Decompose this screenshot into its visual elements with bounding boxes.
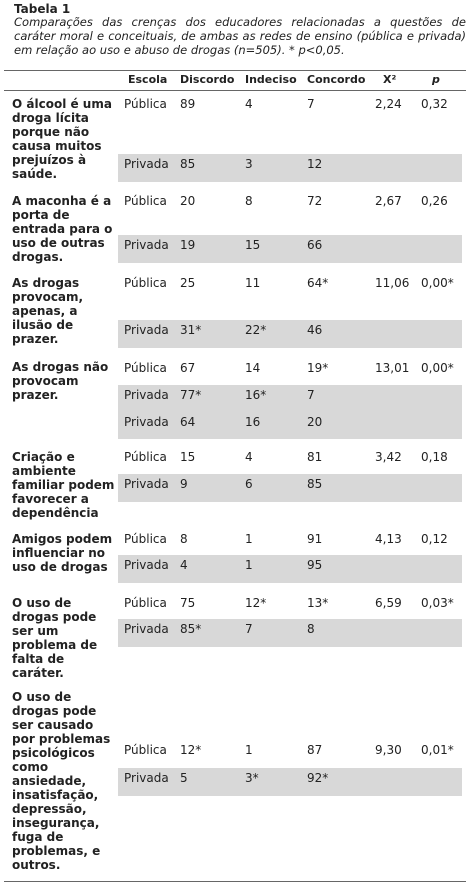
cell-escola: Privada (124, 323, 169, 337)
cell-concordo: 95 (307, 558, 323, 572)
cell-x2: 2,24 (375, 97, 402, 111)
cell-indeciso: 16 (245, 415, 261, 429)
header-indeciso: Indeciso (245, 73, 297, 86)
cell-discordo: 77* (180, 388, 202, 402)
header-x2: X² (383, 73, 397, 86)
cell-indeciso: 4 (245, 97, 253, 111)
cell-discordo: 9 (180, 477, 188, 491)
cell-escola: Privada (124, 477, 169, 491)
cell-x2: 6,59 (375, 596, 402, 610)
cell-discordo: 12* (180, 743, 202, 757)
cell-p: 0,00* (421, 276, 454, 290)
table-title: Tabela 1 (14, 2, 71, 16)
question-label: O uso de drogas pode ser causado por problemas psicológicos como ansiedade, insatisfação, depressão, insegurança, fuga de problemas, e outros. (12, 690, 111, 872)
cell-indeciso: 7 (245, 622, 253, 636)
cell-escola: Privada (124, 415, 169, 429)
cell-discordo: 8 (180, 532, 188, 546)
cell-p: 0,18 (421, 450, 448, 464)
cell-indeciso: 12* (245, 596, 267, 610)
cell-escola: Privada (124, 157, 169, 171)
cell-escola: Pública (124, 97, 167, 111)
row-shading (118, 474, 462, 502)
cell-concordo: 7 (307, 97, 315, 111)
cell-concordo: 20 (307, 415, 323, 429)
cell-escola: Pública (124, 194, 167, 208)
cell-concordo: 66 (307, 238, 323, 252)
cell-indeciso: 1 (245, 532, 253, 546)
question-label: As drogas não provocam prazer. (12, 360, 109, 402)
question-label: Criação e ambiente familiar podem favorecer a dependência (12, 450, 115, 520)
cell-escola: Privada (124, 558, 169, 572)
cell-concordo: 7 (307, 388, 315, 402)
cell-indeciso: 22* (245, 323, 267, 337)
question-label: As drogas provocam, apenas, a ilusão de prazer. (12, 276, 84, 346)
cell-indeciso: 14 (245, 361, 261, 375)
row-shading (118, 555, 462, 583)
header-rule (4, 90, 466, 91)
cell-escola: Pública (124, 276, 167, 290)
cell-discordo: 89 (180, 97, 196, 111)
cell-concordo: 13* (307, 596, 329, 610)
cell-indeciso: 6 (245, 477, 253, 491)
cell-x2: 4,13 (375, 532, 402, 546)
cell-concordo: 81 (307, 450, 323, 464)
question-label: A maconha é a porta de entrada para o uso de outras drogas. (12, 194, 113, 264)
cell-discordo: 75 (180, 596, 196, 610)
row-shading (118, 768, 462, 796)
row-shading (118, 320, 462, 348)
top-rule (4, 70, 466, 71)
cell-concordo: 87 (307, 743, 323, 757)
header-discordo: Discordo (180, 73, 235, 86)
cell-x2: 13,01 (375, 361, 410, 375)
cell-indeciso: 8 (245, 194, 253, 208)
cell-p: 0,32 (421, 97, 448, 111)
cell-concordo: 64* (307, 276, 329, 290)
cell-indeciso: 1 (245, 558, 253, 572)
cell-indeciso: 3* (245, 771, 259, 785)
cell-p: 0,26 (421, 194, 448, 208)
cell-escola: Privada (124, 238, 169, 252)
header-concordo: Concordo (307, 73, 366, 86)
cell-x2: 3,42 (375, 450, 402, 464)
cell-escola: Pública (124, 532, 167, 546)
header-p: p (432, 73, 440, 86)
bottom-rule (4, 881, 466, 882)
row-shading (118, 235, 462, 263)
cell-concordo: 72 (307, 194, 323, 208)
cell-concordo: 46 (307, 323, 323, 337)
cell-indeciso: 11 (245, 276, 261, 290)
row-shading (118, 619, 462, 647)
row-shading (118, 154, 462, 182)
cell-escola: Pública (124, 450, 167, 464)
cell-indeciso: 15 (245, 238, 261, 252)
cell-x2: 9,30 (375, 743, 402, 757)
table-caption: Comparações das crenças dos educadores relacionadas a questões de caráter moral e conceituais, de ambas as redes de ensino (pública e privada) em relação ao uso e abuso de drogas (n=505). * p<0,05. (14, 15, 466, 57)
cell-concordo: 85 (307, 477, 323, 491)
cell-discordo: 64 (180, 415, 196, 429)
cell-discordo: 20 (180, 194, 196, 208)
cell-x2: 2,67 (375, 194, 402, 208)
cell-discordo: 5 (180, 771, 188, 785)
cell-discordo: 15 (180, 450, 196, 464)
cell-escola: Pública (124, 743, 167, 757)
cell-concordo: 19* (307, 361, 329, 375)
cell-discordo: 67 (180, 361, 196, 375)
cell-escola: Pública (124, 361, 167, 375)
cell-indeciso: 16* (245, 388, 267, 402)
cell-x2: 11,06 (375, 276, 410, 290)
cell-p: 0,00* (421, 361, 454, 375)
cell-escola: Pública (124, 596, 167, 610)
cell-p: 0,12 (421, 532, 448, 546)
cell-discordo: 85 (180, 157, 196, 171)
cell-escola: Privada (124, 622, 169, 636)
cell-escola: Privada (124, 771, 169, 785)
cell-concordo: 8 (307, 622, 315, 636)
cell-p: 0,03* (421, 596, 454, 610)
cell-indeciso: 3 (245, 157, 253, 171)
cell-discordo: 25 (180, 276, 196, 290)
cell-escola: Privada (124, 388, 169, 402)
cell-indeciso: 4 (245, 450, 253, 464)
header-escola: Escola (128, 73, 168, 86)
cell-concordo: 92* (307, 771, 329, 785)
row-shading (118, 385, 462, 439)
cell-concordo: 91 (307, 532, 323, 546)
cell-discordo: 85* (180, 622, 202, 636)
question-label: Amigos podem influenciar no uso de drogas (12, 532, 113, 574)
cell-concordo: 12 (307, 157, 323, 171)
cell-indeciso: 1 (245, 743, 253, 757)
cell-discordo: 4 (180, 558, 188, 572)
cell-p: 0,01* (421, 743, 454, 757)
cell-discordo: 31* (180, 323, 202, 337)
question-label: O uso de drogas pode ser um problema de falta de caráter. (12, 596, 98, 680)
cell-discordo: 19 (180, 238, 196, 252)
question-label: O álcool é uma droga lícita porque não causa muitos prejuízos à saúde. (12, 97, 112, 181)
